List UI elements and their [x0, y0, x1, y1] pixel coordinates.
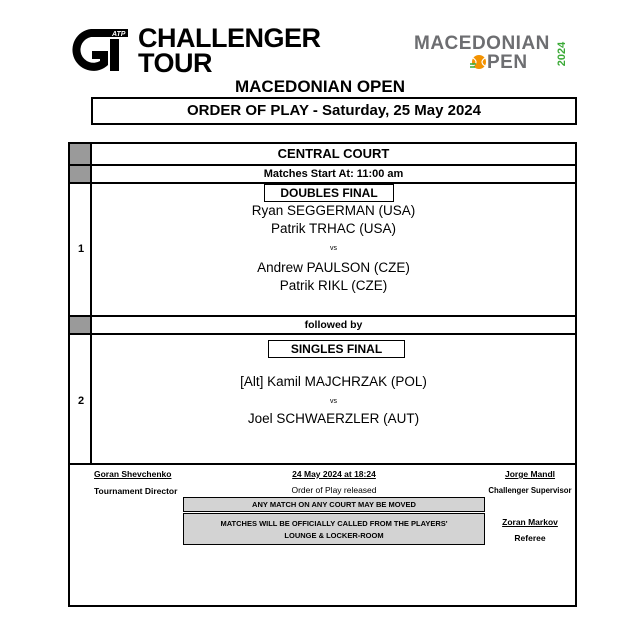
tour-name [138, 23, 321, 78]
court-name: CENTRAL COURT [277, 146, 390, 161]
order-of-play-title: ORDER OF PLAY - Saturday, 25 May 2024 [91, 97, 577, 125]
release-label: Order of Play released [291, 485, 377, 495]
round-label-doubles: DOUBLES FINAL [264, 184, 394, 202]
vs-label: vs [330, 245, 337, 252]
supervisor-name: Jorge Mandl [504, 469, 556, 479]
event-title: MACEDONIAN OPEN [234, 77, 405, 96]
tour-name-line2: TOUR [138, 48, 213, 78]
team2-player2: Patrik RIKL (CZE) [279, 278, 388, 293]
tennis-ball-icon [470, 53, 488, 71]
tour-name-line1: CHALLENGER [138, 23, 321, 53]
atp-challenger-logo-icon [68, 27, 130, 73]
start-time: Matches Start At: 11:00 am [263, 168, 404, 180]
notice-match-moved: ANY MATCH ON ANY COURT MAY BE MOVED [183, 497, 485, 512]
team1-player1: Ryan SEGGERMAN (USA) [251, 203, 416, 218]
court-gray-cell [70, 144, 90, 164]
referee-name: Zoran Markov [502, 517, 558, 527]
director-title: Tournament Director [94, 486, 178, 496]
start-gray-cell [70, 166, 90, 182]
referee-title: Referee [514, 533, 546, 543]
match-number-1: 1 [77, 243, 85, 255]
event-logo-year: 2024 [556, 41, 568, 67]
director-name: Goran Shevchenko [94, 469, 172, 479]
row-divider [70, 333, 575, 335]
match-number-2: 2 [77, 395, 85, 407]
row-divider [70, 463, 575, 465]
followed-gray-cell [70, 317, 90, 333]
event-logo-bottom: PEN [487, 52, 528, 73]
followed-by: followed by [304, 319, 363, 331]
atp-label: ATP [112, 31, 126, 38]
release-datetime: 24 May 2024 at 18:24 [292, 469, 376, 479]
singles-player1: [Alt] Kamil MAJCHRZAK (POL) [240, 374, 427, 389]
notice-line2: LOUNGE & LOCKER-ROOM [284, 531, 384, 540]
singles-player2: Joel SCHWAERZLER (AUT) [247, 411, 420, 426]
supervisor-title: Challenger Supervisor [488, 486, 572, 495]
notice-players-called [183, 513, 485, 545]
team1-player2: Patrik TRHAC (USA) [270, 221, 396, 236]
round-label-singles: SINGLES FINAL [268, 340, 405, 358]
vs-label: vs [330, 398, 337, 405]
event-logo-top: MACEDONIAN [414, 33, 550, 54]
team2-player1: Andrew PAULSON (CZE) [257, 260, 410, 275]
event-logo-year-box [552, 34, 572, 74]
notice-line1: MATCHES WILL BE OFFICIALLY CALLED FROM THE PLAYERS' [220, 519, 448, 528]
